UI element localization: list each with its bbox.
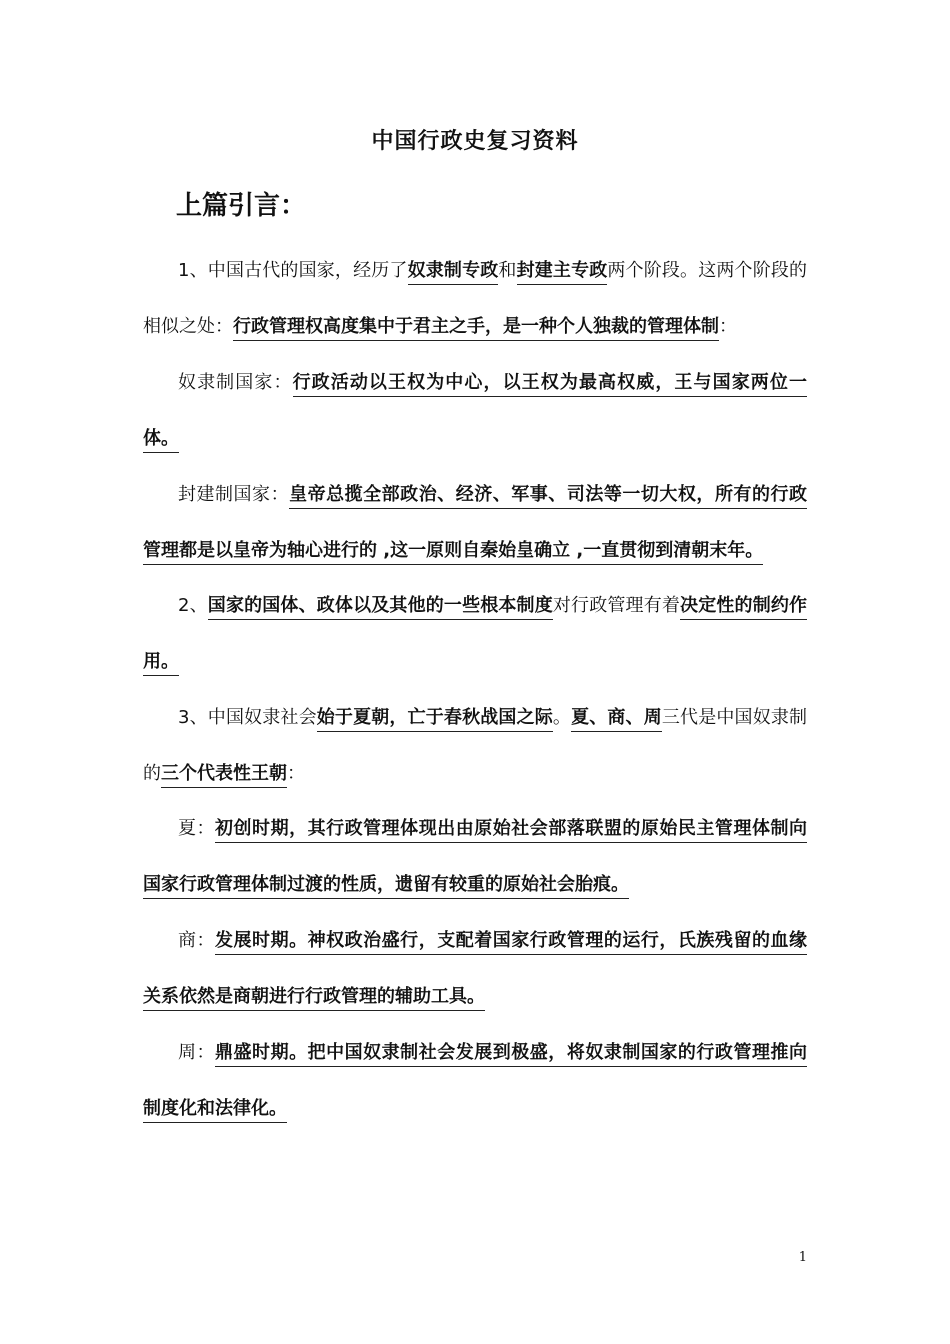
highlighted-term: 三个代表性王朝	[161, 763, 287, 788]
paragraph-3	[143, 690, 807, 802]
document-title: 中国行政史复习资料	[371, 129, 579, 154]
paragraph-text: ：	[287, 763, 305, 784]
paragraph-2	[143, 578, 807, 690]
section-heading: 上篇引言：	[176, 191, 307, 221]
paragraph-label: 封建制国家：	[178, 484, 290, 505]
highlighted-term: 夏、商、周	[571, 707, 662, 732]
paragraph-text: 和	[498, 260, 517, 281]
highlighted-term: 行政管理权高度集中于君主之手，是一种个人独裁的管理体制	[233, 316, 719, 341]
paragraph-shang	[143, 913, 807, 1025]
paragraph-label: 夏：	[178, 818, 216, 839]
highlighted-term: 始于夏朝，亡于春秋战国之际	[317, 707, 553, 732]
highlighted-term: 奴隶制专政	[408, 260, 499, 285]
highlighted-term: 行政活动以王权为中心，以王权为最高权威，王与国家两位一体。	[143, 372, 807, 453]
paragraph-text: 两个阶段。这两个阶段的相似之处：	[143, 260, 808, 337]
paragraph-zhou	[143, 1025, 807, 1137]
paragraph-text: 三代是中国奴隶制的	[143, 707, 808, 784]
paragraph-text: 2、	[178, 595, 208, 616]
paragraph-text: 3、中国奴隶社会	[178, 707, 317, 728]
highlighted-term: 初创时期，其行政管理体现出由原始社会部落联盟的原始民主管理体制向国家行政管理体制过渡的性质，遗留有较重的原始社会胎痕。	[143, 818, 807, 899]
page-number: 1	[798, 1250, 807, 1265]
paragraph-text: 对行政管理有着	[552, 595, 681, 616]
paragraph-xia	[143, 801, 807, 913]
paragraph-feudal-state	[143, 467, 807, 579]
paragraph-text: ：	[719, 316, 737, 337]
highlighted-term: 发展时期。神权政治盛行，支配着国家行政管理的运行，氏族残留的血缘关系依然是商朝进行行政管理的辅助工具。	[143, 930, 807, 1011]
paragraph-1	[143, 243, 807, 355]
paragraph-text: 。	[552, 707, 572, 728]
highlighted-term: 鼎盛时期。把中国奴隶制社会发展到极盛，将奴隶制国家的行政管理推向制度化和法律化。	[143, 1042, 807, 1123]
paragraph-label: 奴隶制国家：	[178, 372, 293, 393]
paragraph-text: 1、中国古代的国家，经历了	[178, 260, 408, 281]
paragraph-slave-state	[143, 355, 807, 467]
highlighted-term: 决定性的制约作用。	[143, 595, 807, 676]
paragraph-label: 周：	[178, 1042, 216, 1063]
highlighted-term: 封建主专政	[517, 260, 608, 285]
paragraph-label: 商：	[178, 930, 216, 951]
highlighted-term: 国家的国体、政体以及其他的一些根本制度	[208, 595, 553, 620]
highlighted-term: 皇帝总揽全部政治、经济、军事、司法等一切大权，所有的行政管理都是以皇帝为轴心进行的 ,这一原则自秦始皇确立 ,一直贯彻到清朝末年。	[143, 484, 807, 565]
